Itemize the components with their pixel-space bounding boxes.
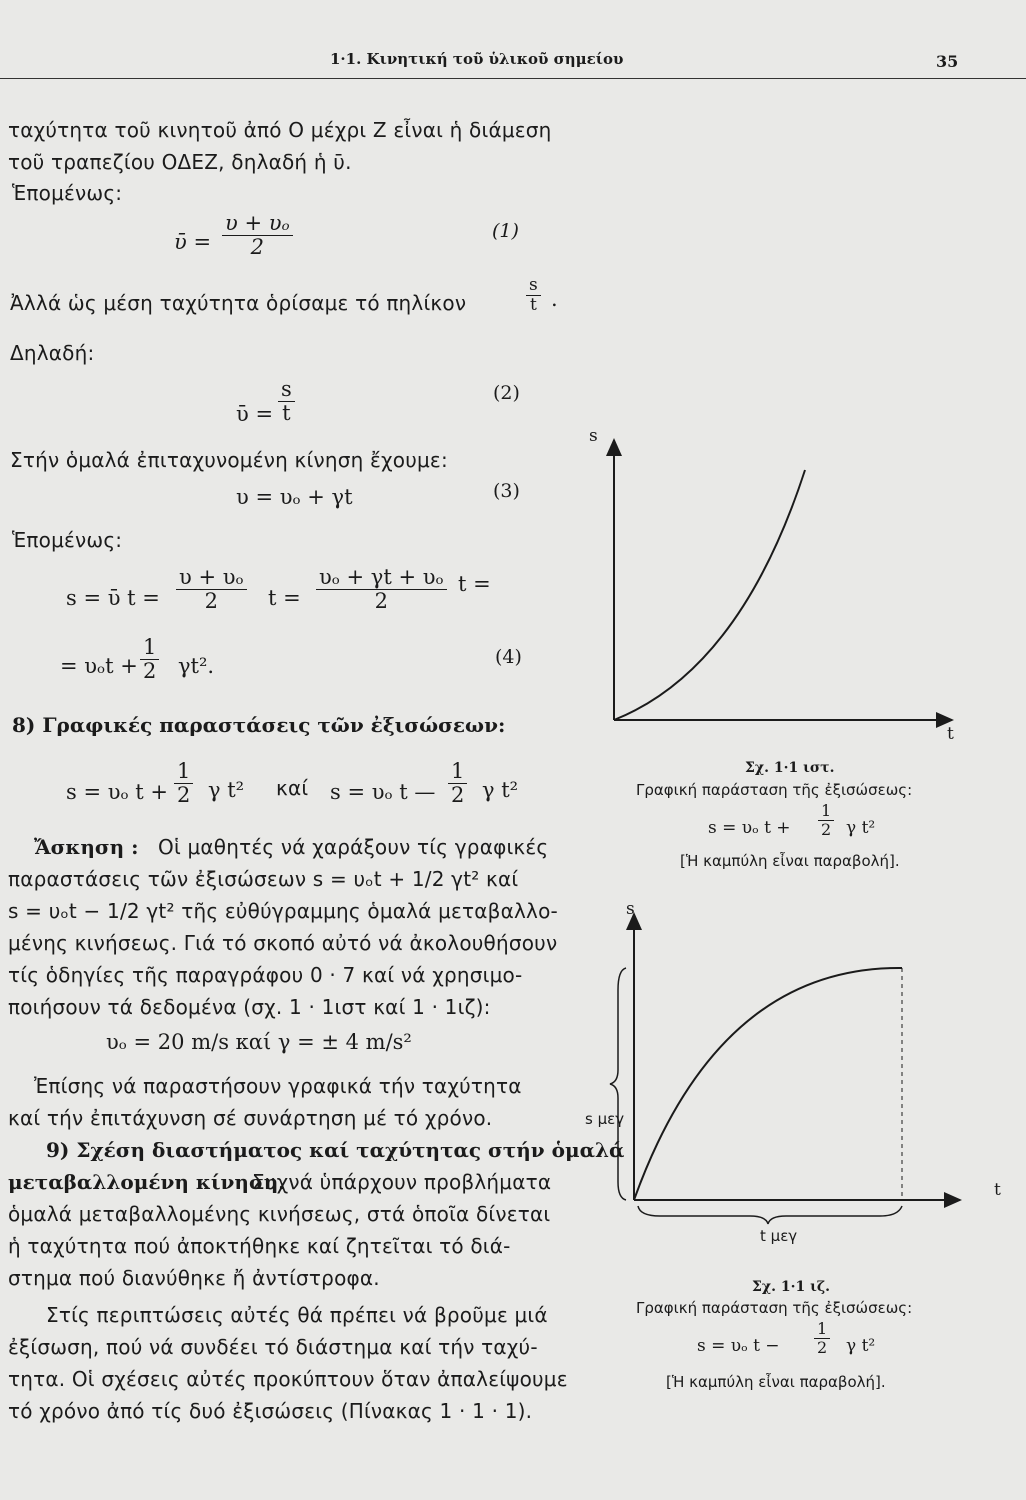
figure-caption-line: Γραφική παράσταση τῆς ἐξισώσεως: (636, 1299, 913, 1317)
denominator: 2 (817, 1337, 828, 1357)
equation-6-fraction (448, 760, 467, 807)
text-line: Ἑπομένως: (12, 528, 123, 552)
equation-label: (3) (493, 480, 520, 502)
equation-label: (2) (493, 382, 520, 404)
text-line: ὁμαλά μεταβαλλομένης κινήσεως, στά ὁποῖα δίνεται (8, 1202, 551, 1226)
equation-1-lhs: ῡ = (174, 230, 212, 254)
equation-5-rhs: γ t² (208, 778, 245, 802)
numerator: υ + υₒ (176, 566, 247, 590)
text-line: Ἀλλά ὡς μέση ταχύτητα ὁρίσαμε τό πηλίκον (10, 291, 467, 315)
figure-caption-note: [Ἡ καμπύλη εἶναι παραβολή]. (680, 852, 900, 870)
s-max-brace (610, 968, 626, 1200)
numerator: 1 (140, 636, 159, 660)
axis-label-t: t (994, 1180, 1001, 1200)
equation-4b-rhs: γt². (178, 654, 215, 678)
axis-label-s: s (626, 899, 635, 919)
denominator: 2 (250, 235, 264, 260)
denominator: 2 (451, 783, 465, 808)
text-line: μένης κινήσεως. Γιά τό σκοπό αὐτό νά ἀκολουθήσουν (8, 931, 558, 955)
figure-2-graph (580, 900, 1000, 1230)
denominator: 2 (374, 589, 388, 614)
header-rule (0, 78, 1026, 79)
text-line: καί τήν ἐπιτάχυνση σέ συνάρτηση μέ τό χρόνο. (8, 1106, 493, 1130)
equation-3: υ = υₒ + γt (236, 485, 353, 509)
numerator: 1 (448, 760, 467, 784)
equation-label: (1) (492, 220, 519, 242)
text-line: τίς ὁδηγίες τῆς παραγράφου 0 · 7 καί νά χρησιμο- (8, 963, 523, 987)
section-heading: 8) Γραφικές παραστάσεις τῶν ἐξισώσεων: (12, 713, 506, 737)
text-line: παραστάσεις τῶν ἐξισώσεων s = υₒt + 1/2 γt² καί (8, 867, 519, 891)
caption-equation-lhs: s = υₒ t + (708, 818, 791, 838)
equation-6-lhs: s = υₒ t — (330, 780, 436, 804)
parabola-curve (614, 470, 805, 720)
caption-equation-rhs: γ t² (846, 818, 876, 838)
equation-label: (4) (495, 646, 522, 668)
exercise-label: Ἄσκηση : (34, 835, 139, 859)
text-line: τό χρόνο ἀπό τίς δυό ἐξισώσεις (Πίνακας 1 · 1 · 1). (8, 1399, 533, 1423)
text-line: s = υₒt − 1/2 γt² τῆς εὐθύγραμμης ὁμαλά μεταβαλλο- (8, 899, 558, 923)
text-line: Δηλαδή: (10, 341, 95, 365)
caption-equation-rhs: γ t² (846, 1336, 876, 1356)
caption-equation-fraction (818, 802, 834, 838)
text-line: τοῦ τραπεζίου ΟΔΕΖ, δηλαδή ἡ ῡ. (8, 150, 352, 174)
equation-4a-fraction-1 (176, 566, 247, 613)
equation-4a-mid: t = (268, 586, 301, 610)
caption-equation-lhs: s = υₒ t − (697, 1336, 780, 1356)
numerator: s (526, 276, 541, 296)
text-line: Στίς περιπτώσεις αὐτές θά πρέπει νά βροῦμε μιά (46, 1303, 548, 1327)
parabola-curve (634, 968, 902, 1200)
numerator: s (278, 378, 295, 402)
equation-4a-end: t = (458, 572, 491, 596)
numerator: 1 (818, 802, 834, 821)
running-header: 1·1. Κινητική τοῦ ὑλικοῦ σημείου (330, 50, 624, 68)
page-number: 35 (936, 52, 959, 71)
section-heading: 9) Σχέση διαστήματος καί ταχύτητας στήν ὁμαλά (46, 1138, 625, 1162)
text-line: Συχνά ὑπάρχουν προβλήματα (252, 1170, 552, 1194)
text-line: ἐξίσωση, πού νά συνδέει τό διάστημα καί τήν ταχύ- (8, 1335, 538, 1359)
denominator: 2 (177, 783, 191, 808)
figure-caption-title: Σχ. 1·1 ιστ. (745, 760, 835, 776)
t-max-brace (638, 1206, 902, 1224)
denominator: t (529, 294, 537, 315)
punctuation: . (551, 287, 558, 311)
text-line: τητα. Οἱ σχέσεις αὐτές προκύπτουν ὅταν ἀπαλείψουμε (8, 1367, 568, 1391)
equation-1-fraction (222, 212, 293, 259)
text-line: Ἑπομένως: (12, 181, 123, 205)
axis-label-t: t (947, 724, 954, 744)
label-t-max: t μεγ (760, 1227, 798, 1245)
text-line: ποιήσουν τά δεδομένα (σχ. 1 · 1ιστ καί 1 · 1ιζ): (8, 995, 491, 1019)
text-line: στημα πού διανύθηκε ἤ ἀντίστροφα. (8, 1266, 380, 1290)
figure-caption-note: [Ἡ καμπύλη εἶναι παραβολή]. (666, 1373, 886, 1391)
numerator: 1 (174, 760, 193, 784)
caption-equation-fraction (814, 1320, 830, 1356)
equation-2-fraction (278, 378, 295, 425)
numerator: 1 (814, 1320, 830, 1339)
denominator: t (282, 401, 291, 426)
equation-4a-fraction-2 (316, 566, 447, 613)
figure-caption-title: Σχ. 1·1 ιζ. (752, 1279, 831, 1295)
text-line: ἡ ταχύτητα πού ἀποκτήθηκε καί ζητεῖται τό διά- (8, 1234, 511, 1258)
text-line: Οἱ μαθητές νά χαράξουν τίς γραφικές (158, 835, 549, 859)
section-heading-continued: μεταβαλλομένη κίνηση. (8, 1170, 286, 1194)
denominator: 2 (143, 659, 157, 684)
equation-2-lhs: ῡ = (236, 402, 274, 426)
figure-caption-line: Γραφική παράσταση τῆς ἐξισώσεως: (636, 781, 913, 799)
denominator: 2 (821, 819, 832, 839)
denominator: 2 (204, 589, 218, 614)
conjunction: καί (276, 776, 309, 800)
figure-1-graph (590, 420, 990, 750)
numerator: υₒ + γt + υₒ (316, 566, 447, 590)
equation-4b-lhs: = υₒt + (60, 654, 138, 678)
label-s-max: s μεγ (585, 1110, 625, 1128)
text-line: Ἐπίσης νά παραστήσουν γραφικά τήν ταχύτητα (34, 1074, 522, 1098)
text-line: Στήν ὁμαλά ἐπιταχυνομένη κίνηση ἔχουμε: (10, 448, 448, 472)
equation-4b-fraction (140, 636, 159, 683)
equation-4a-lhs: s = ῡ t = (66, 586, 160, 610)
numerator: υ + υₒ (222, 212, 293, 236)
axis-label-s: s (589, 426, 598, 446)
text-line: ταχύτητα τοῦ κινητοῦ ἀπό O μέχρι Z εἶναι ἡ διάμεση (8, 118, 552, 142)
equation-5-fraction (174, 760, 193, 807)
ratio-fraction (526, 276, 541, 314)
equation-5-lhs: s = υₒ t + (66, 780, 168, 804)
equation-6-rhs: γ t² (482, 778, 519, 802)
given-values: υₒ = 20 m/s καί γ = ± 4 m/s² (106, 1030, 412, 1054)
